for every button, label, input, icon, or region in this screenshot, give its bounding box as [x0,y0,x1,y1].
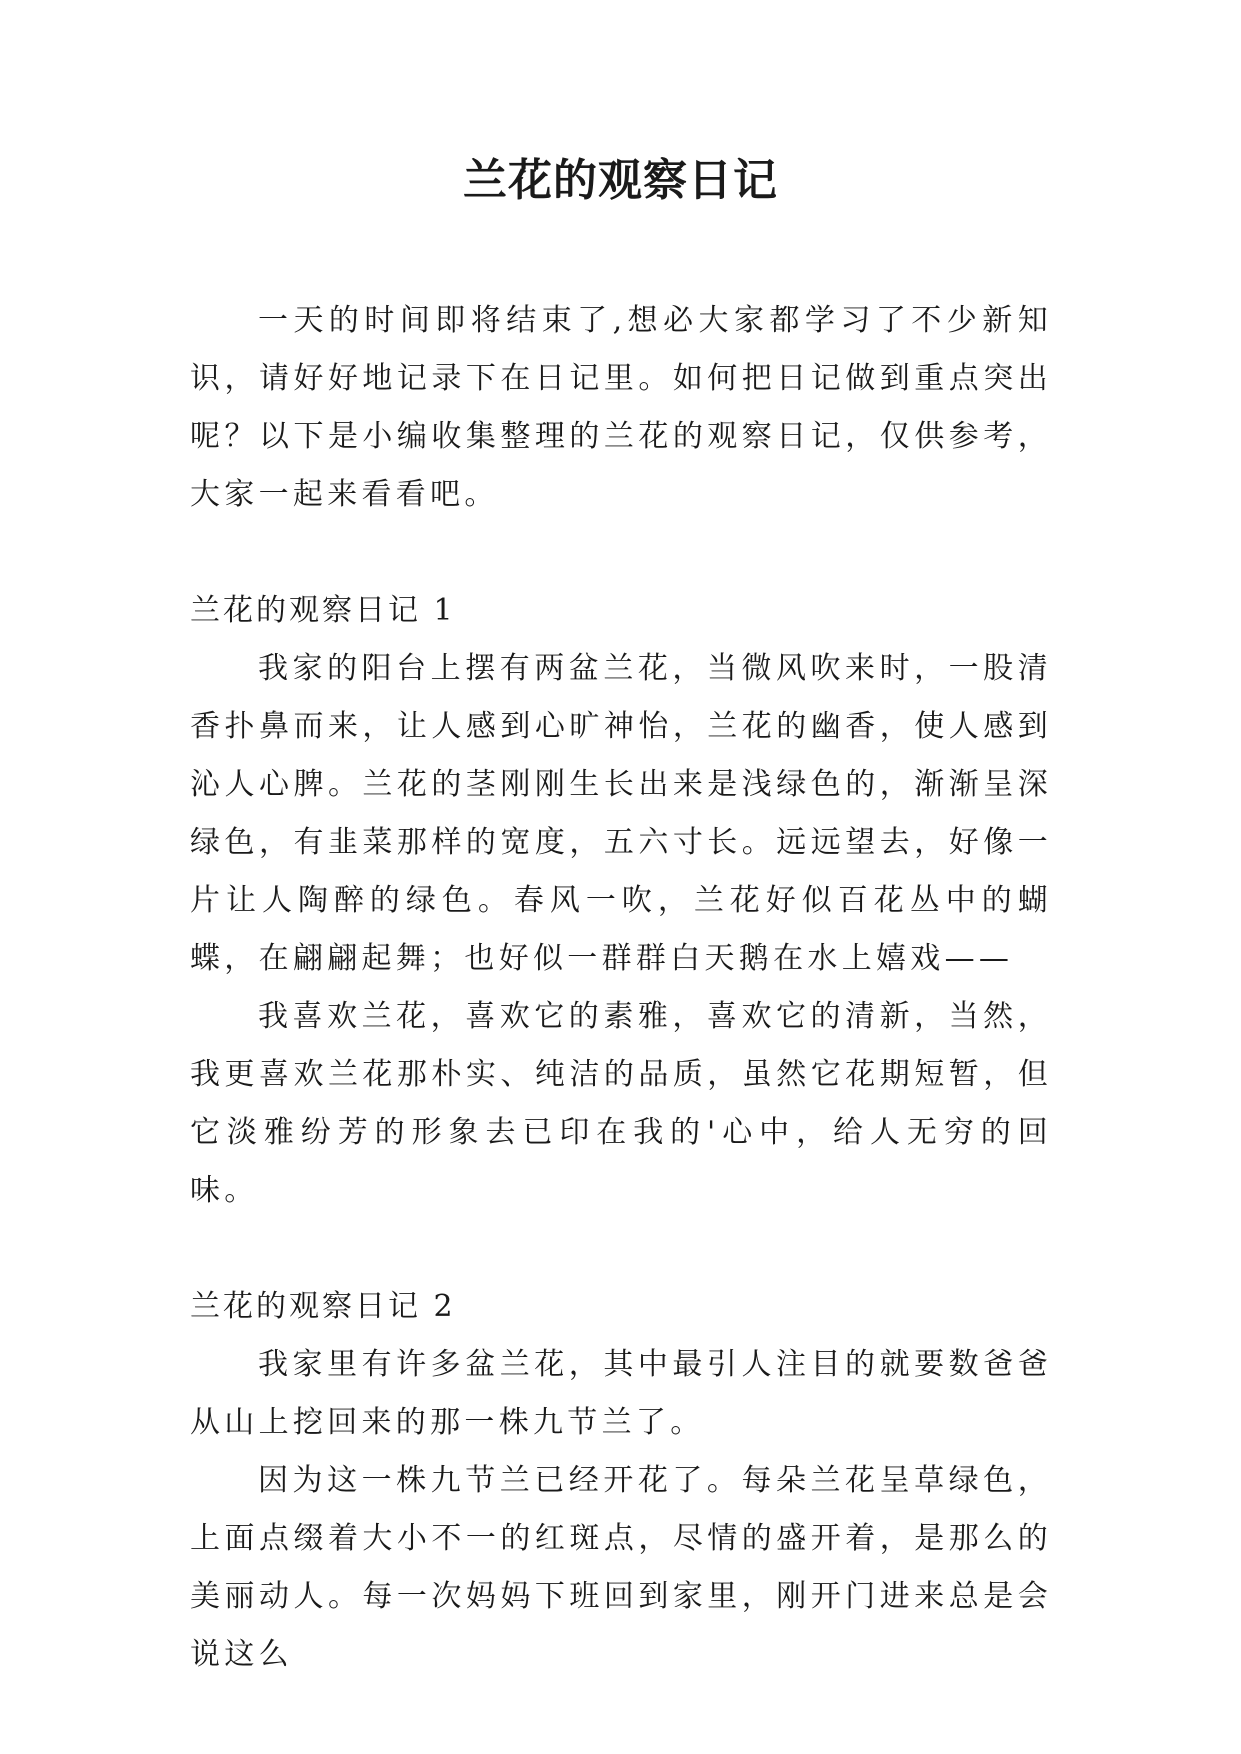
document-body [190,292,1052,1684]
section-paragraph: 因为这一株九节兰已经开花了。每朵兰花呈草绿色，上面点缀着大小不一的红斑点，尽情的盛开着，是那么的美丽动人。每一次妈妈下班回到家里，刚开门进来总是会说这么 [190,1463,1052,1672]
section-paragraph: 我家里有许多盆兰花，其中最引人注目的就要数爸爸从山上挖回来的那一株九节兰了。 [190,1347,1052,1440]
section-paragraph: 我喜欢兰花，喜欢它的素雅，喜欢它的清新，当然，我更喜欢兰花那朴实、纯洁的品质，虽然它花期短暂，但它淡雅纷芳的形象去已印在我的'心中，给人无穷的回味。 [190,999,1052,1208]
section-heading: 兰花的观察日记 2 [190,1289,456,1324]
page-title: 兰花的观察日记 [463,155,778,206]
section-paragraph: 我家的阳台上摆有两盆兰花，当微风吹来时，一股清香扑鼻而来，让人感到心旷神怡，兰花的幽香，使人感到沁人心脾。兰花的茎刚刚生长出来是浅绿色的，渐渐呈深绿色，有韭菜那样的宽度，五六寸长。远远望去，好像一片让人陶醉的绿色。春风一吹，兰花好似百花丛中的蝴蝶，在翩翩起舞；也好似一群群白天鹅在水上嬉戏—— [190,651,1052,976]
intro-paragraph: 一天的时间即将结束了,想必大家都学习了不少新知识，请好好地记录下在日记里。如何把日记做到重点突出呢？以下是小编收集整理的兰花的观察日记，仅供参考，大家一起来看看吧。 [190,303,1052,512]
spacer [190,524,1052,582]
section-heading: 兰花的观察日记 1 [190,593,456,628]
spacer [190,1220,1052,1278]
